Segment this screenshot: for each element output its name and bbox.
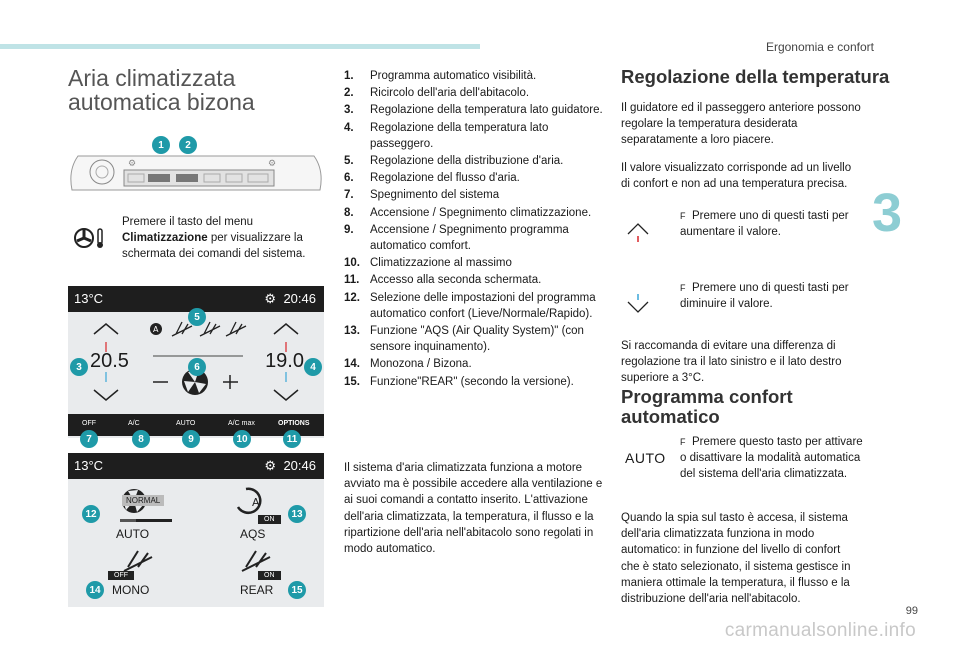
clock-2: 20:46: [283, 458, 316, 473]
callout-badge-3: 3: [70, 358, 88, 376]
ac-button[interactable]: A/C: [128, 420, 140, 427]
list-item: 2. Ricircolo dell'aria dell'abitacolo.: [344, 87, 530, 100]
auto-comfort-label[interactable]: AUTO: [116, 527, 150, 541]
decrease-instruction: F Premere uno di questi tasti per diminuire il valore.: [680, 282, 849, 311]
passenger-temp: 19.0: [265, 350, 304, 372]
callout-badge-13: 13: [288, 505, 306, 523]
mono-label[interactable]: MONO: [112, 583, 150, 597]
header-accent-bar: [0, 44, 480, 49]
system-description: Il sistema d'aria climatizzata funziona a motore avviato ma è possibile accedere alla ventilazione e ai suoi comandi a contatto inserito. L'attivazione dell'aria climatizzata, la temperatura, il flusso e la ripartizione dell'aria nell'abitacolo sono regolati in modo automatico.: [344, 462, 603, 556]
settings-icon-2: ⚙: [264, 458, 276, 473]
temperature-recommendation: Si raccomanda di evitare una differenza di regolazione tra il lato sinistro e il lato destro superiore a 3°C.: [621, 340, 842, 385]
list-item: 5. Regolazione della distribuzione d'aria.: [344, 155, 564, 168]
callout-badge-9: 9: [182, 430, 200, 448]
options-button[interactable]: OPTIONS: [278, 420, 310, 427]
settings-icon: ⚙: [264, 291, 276, 306]
section-heading-auto: Programma confort automatico: [621, 386, 793, 427]
chapter-number: 3: [871, 183, 902, 243]
svg-text:⚙: ⚙: [128, 159, 137, 169]
climate-screen-options: [68, 453, 324, 607]
callout-badge-7: 7: [80, 430, 98, 448]
list-item: 9. Accensione / Spegnimento programma automatico comfort.: [344, 223, 569, 253]
list-item: 3. Regolazione della temperatura lato guidatore.: [344, 104, 603, 117]
callout-badge-14: 14: [86, 581, 104, 599]
list-item: 15. Funzione"REAR" (secondo la versione).: [344, 375, 574, 388]
rear-on-badge: ON: [258, 571, 281, 580]
temperature-intro: Il guidatore ed il passeggero anteriore possono regolare la temperatura desiderata separatamente a loro piacere.: [621, 102, 861, 147]
decrease-arrow-icon: [626, 292, 650, 314]
callout-badge-6: 6: [188, 358, 206, 376]
svg-text:A: A: [252, 496, 260, 509]
svg-text:A: A: [153, 325, 159, 334]
outside-temp-2: 13°C: [74, 458, 104, 473]
watermark: carmanualsonline.info: [724, 620, 916, 641]
screen-status-bar-2: [68, 453, 324, 479]
callout-badge-10: 10: [233, 430, 251, 448]
increase-arrow-icon: [626, 222, 650, 244]
section-title: Ergonomia e confort: [765, 40, 874, 54]
list-item: 8. Accensione / Spegnimento climatizzazione.: [344, 206, 592, 219]
auto-button[interactable]: AUTO: [176, 420, 196, 427]
callout-badge-15: 15: [288, 581, 306, 599]
list-item: 4. Regolazione della temperatura lato passeggero.: [344, 121, 549, 150]
callout-badge-5: 5: [188, 308, 206, 326]
numbered-legend-list: [344, 68, 604, 391]
auto-instruction: F Premere questo tasto per attivare o disattivare la modalità automatica del sistema dell'aria climatizzata.: [680, 436, 863, 481]
dashboard-panel-illustration: [68, 139, 324, 194]
list-item: 10. Climatizzazione al massimo: [344, 257, 512, 270]
aqs-label[interactable]: AQS: [240, 527, 266, 541]
page-title: Aria climatizzata automatica bizona: [68, 65, 255, 115]
callout-badge-1: 1: [152, 136, 170, 154]
rear-label[interactable]: REAR: [240, 583, 274, 597]
callout-badge-8: 8: [132, 430, 150, 448]
menu-instruction: Premere il tasto del menu Climatizzazione per visualizzare la schermata dei comandi del sistema.: [122, 216, 306, 260]
auto-description: Quando la spia sul tasto è accesa, il sistema dell'aria climatizzata funziona in modo automatico: in funzione del livello di confort che è stato selezionato, il sistema gestisce in maniera ottimale la temperatura, il flusso e la distribuzione dell'aria nell'abitacolo.: [621, 512, 851, 606]
aqs-on-badge: ON: [258, 515, 281, 524]
list-item: 11. Accesso alla seconda schermata.: [344, 274, 542, 287]
list-item: 13. Funzione "AQS (Air Quality System)" (con sensore inquinamento).: [344, 325, 584, 354]
driver-temp: 20.5: [90, 350, 129, 372]
increase-instruction: F Premere uno di questi tasti per aumentare il valore.: [680, 210, 849, 239]
list-item: 7. Spegnimento del sistema: [344, 189, 500, 202]
callout-badge-11: 11: [283, 430, 301, 448]
svg-text:⚙: ⚙: [268, 159, 277, 169]
list-item: 6. Regolazione del flusso d'aria.: [344, 172, 520, 185]
temperature-note: Il valore visualizzato corrisponde ad un livello di confort e non ad una temperatura precisa.: [621, 162, 852, 191]
ac-max-button[interactable]: A/C max: [228, 420, 255, 427]
callout-badge-2: 2: [179, 136, 197, 154]
callout-badge-12: 12: [82, 505, 100, 523]
callout-badge-4: 4: [304, 358, 322, 376]
off-button[interactable]: OFF: [82, 420, 96, 427]
section-heading-temperature: Regolazione della temperatura: [621, 66, 890, 87]
list-item: 12. Selezione delle impostazioni del programma automatico confort (Lieve/Normale/Rapido).: [344, 291, 596, 320]
clock: 20:46: [283, 291, 316, 306]
auto-key-label: AUTO: [625, 450, 666, 466]
climate-menu-icon: [72, 226, 112, 250]
list-item: 1. Programma automatico visibilità.: [344, 70, 537, 82]
normal-label: NORMAL: [122, 495, 164, 506]
list-item: 14. Monozona / Bizona.: [344, 358, 472, 371]
outside-temp: 13°C: [74, 291, 104, 306]
climate-screen-main: [68, 286, 324, 438]
page-number: 99: [905, 605, 918, 617]
mono-off-badge: OFF: [108, 571, 134, 580]
